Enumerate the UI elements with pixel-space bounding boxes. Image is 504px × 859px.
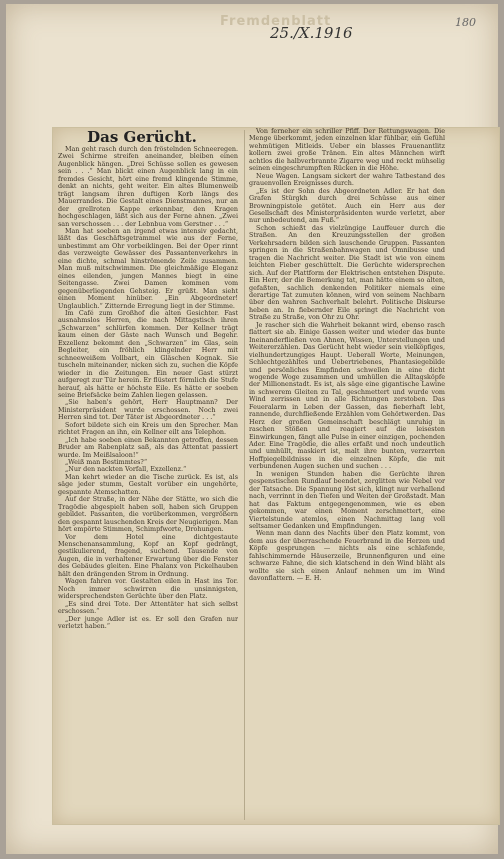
paragraph: Schon schießt das vielzüngige Lauffeuer durch die Straßen. An den Kreuzungsstellen der großen Verkehrsadern bilden sich lauschende Gruppen. Passanten springen in die Straßenbahnwagen und Omnibusse und tragen die Nachricht weiter. Die Stadt ist wie von einem leichten Fieber geschüttelt. Die Gerüchte widersprechen sich. Auf der Plattform der Elektrischen entstehen Dispute. Ein Herr, der die Bemerkung tat, man hätte einem so alten, gefaßten, sachlich denkenden Politiker niemals eine derartige Tat zumuten können, wird von seinem Nachbarn über den wahren Sachverhalt belehrt. Politische Diskurse heben an. In fiebernder Eile springt die Nachricht von Straße zu Straße, von Ohr zu Ohr. [249, 223, 445, 322]
article-left-column [58, 146, 238, 821]
paragraph: Je rascher sich die Wahrheit bekannt wird, ebenso rasch flattert sie ab. Einige Gassen weiter und wieder das bunte Ineinanderfließen von Ahnen, Wissen, Unterstellungen und Weitererzählen. Das Gerücht hebt wieder sein vielköpfiges, vielhundertzungiges Haupt. Ueberall Worte, Meinungen, Schlechtgezähltes und Uebertriebenes, Phantasiegebilde und persönliches Empfinden schwellen in eine dicht wogende Woge zusammen und umhüllen die Alltagsköpfe der Millionenstadt. Es ist, als säge eine gigantische Lawine in schwerem Gleiten zu Tal, geschmettert und wurde vom Wind zerrissen und in alle Richtungen zerstoben. Das Feueralarm in Leben der Gassen, das fieberhaft lebt, rannende, durchfließende Erzählen vom Gehörtwerden. Das Herz der großen Gemeinschaft beschlägt unruhig in raschen Stößen und reagiert auf die leisesten Einwirkungen, fängt alle Pulse in einer einzigen, pochenden Ader. Eine Tragödie, die alles erfaßt und noch undeutlich und umhüllt, maskiert ist, malt ihre bunten, verzerrten Hoffpiegelbildnisse in die einzelnen Köpfe, die mit verbundenen Augen suchen und suchen . . . [249, 320, 445, 471]
paragraph: „Es ist der Sohn des Abgeordneten Adler. Er hat den Grafen Stürgkh durch drei Schüsse aus einer Browningpistole getötet. Auch ein Herr aus der Gesellschaft des Ministerpräsidenten wurde verletzt, aber nur unbedeutend, am Fuß.“ [249, 186, 445, 225]
paragraph: Man geht rasch durch den fröstelnden Schneeregen. Zwei Schirme streifen aneinander, bleiben einen Augenblick hängen. „Drei Schüsse sollen es gewesen sein . . .“ Man blickt einen Augenblick lang in ein fremdes Gesicht, hört eine fremd klingende Stimme, denkt an nichts, geht weiter. Ein altes Blumenweib trägt langsam ihren duftigen Korb längs des Mauerrandes. Die Gestalt eines Dienstmannes, nur an der grellroten Kappe erkennbar, den Kragen hochgeschlagen, läßt sich aus der Ferne ahnen. „Zwei san verschossen . . . der Lebnbua vom Gerstner . . .“ [58, 146, 238, 228]
column-divider [244, 130, 245, 820]
paragraph: Man hat soeben an irgend etwas intensiv gedacht, läßt das Geschäftsgetrammel wie aus der Ferne, unbestimmt am Ohr vorbeiklingen. Bei der Oper rinnt das verzweigte Gewässer des Passantenverkehrs in eine dichte, schmal hinströmende Zeile zusammen. Man muß mitschwimmen. Die gleichmäßige Eleganz eines eilenden, jungen Mannes biegt in eine Seitengasse. Zwei Damen kommen vom gegenüberliegenden Gehsteig. Er grüßt. Man sieht einen Moment hinüber. „Ein Abgeordneter! Unglaublich.“ Zitternde Erregung liegt in der Stimme. [58, 226, 238, 310]
article-title: Das Gerücht. [87, 128, 197, 146]
paragraph: „Weiß man Bestimmtes?“ [65, 458, 148, 467]
paragraph: Von ferneher ein schriller Pfiff. Der Rettungswagen. Die Menge überkommt, jeden einzelnen klar fühlbar, ein Gefühl wehmütigen Mitleids. Ueber ein blasses Frauenantlitz kollern zwei große Tränen. Ein altes Männchen wirft achtlos die halbverbrannte Zigarre weg und reckt mühselig seinen eingeschrumpften Rücken in die Höhe. [249, 128, 445, 173]
paragraph: „Es sind drei Tote. Der Attentäter hat sich selbst erschossen.“ [58, 599, 238, 616]
paragraph: In wenigen Stunden haben die Gerüchte ihren gespenstischen Rundlauf beendet, zerglitten wie Nebel vor der Tatsache. Die Spannung löst sich, klingt nur verhallend nach, verrinnt in den Tiefen und Weiten der Großstadt. Man hat das Faktum entgegengenommen, wie es eben gekommen, war einen Moment zerschmettert, eine Viertelstunde atemlos, einen Nachmittag lang voll seltsamer Gedanken und Empfindungen. [249, 469, 445, 531]
paragraph: Man kehrt wieder an die Tische zurück. Es ist, als säge jeder stumm, Gestalt vorüber ein ungehörte, gespannte Atemschatten. [58, 472, 238, 496]
paragraph: Neue Wagen. Langsam sickert der wahre Tatbestand des grauenvollen Ereignisses durch. [249, 171, 445, 188]
archive-number: 180 [455, 16, 476, 29]
paragraph: „Nur den nackten Vorfall, Exzellenz.“ [65, 465, 187, 474]
paragraph: Im Café zum Großhof die alten Gesichter. Fast ausnahmslos Herren, die nach Mittagstisch ihren „Schwarzen“ schlürfen kommen. Der Kellner trägt kaum einen der Gäste nach Wunsch und Begehr. Exzellenz bekommt den „Schwarzen“ im Glas, sein Begleiter, ein fröhlich klingelnder Herr mit schneeweißem Vollbart, ein Gläschen Kognak. Sie tuscheln miteinander, nicken sich zu, suchen die Köpfe wieder in die Zeitungen. Ein neuer Gast stürzt aufgeregt zur Tür herein. Er flüstert förmlich die Stufe herauf, als hätte er höchste Eile. Es hätte er soeben seine Briefsäcke beim Zahlen liegen gelassen. [58, 308, 238, 399]
article-right-column [249, 128, 445, 693]
newspaper-stamp: Fremdenblatt [220, 14, 332, 29]
paragraph: „Der junge Adler ist es. Er soll den Grafen nur verletzt haben.“ [58, 614, 238, 630]
paragraph: Vor dem Hotel eine dichtgestaute Menschenansammlung, Kopf an Kopf gedrängt, gestikulierend, fragend, suchend. Tausende von Augen, die in verhaltener Erwartung über die Fenster des Gebäudes gleiten. Eine Phalanx von Pickelhauben hält den drängenden Strom in Ordnung. [58, 532, 238, 578]
paragraph: Wagen fahren vor. Gestalten eilen in Hast ins Tor. Noch immer schwirren die unsinnigsten, widersprechendsten Gerüchte über den Platz. [58, 577, 238, 601]
paragraph: Sofort bildete sich ein Kreis um den Sprecher. Man richtet Fragen an ihn, ein Kellner eilt ans Telephon. [58, 420, 238, 437]
paragraph: „Sie haben's gehört, Herr Hauptmann? Der Ministerpräsident wurde erschossen. Noch zwei Herren sind tot. Der Täter ist Abgeordneter . . .“ [58, 398, 238, 422]
paragraph: Auf der Straße, in der Nähe der Stätte, wo sich die Tragödie abgespielt haben soll, haben sich Gruppen gebildet. Passanten, die vorüberkommen, vergrößern den gespannt lauschenden Kreis der Neugierigen. Man hört empörte Stimmen, Schimpfworte, Drohungen. [58, 495, 238, 534]
handwritten-date: 25./X.1916 [270, 24, 353, 42]
paragraph: Wenn man dann des Nachts über den Platz kommt, von dem aus der überraschende Feuerbrand in die Herzen und Köpfe gesprungen — nichts als eine schlafende, fahlschimmernde Häuserzeile, Brunnenfiguren und eine schwarze Fahne, die sich klatschend in den Wind bläht als wollte sie sich einen Anlauf nehmen um im Wind davonflattern. — E. H. [249, 529, 445, 583]
paragraph: „Ich habe soeben einen Bekannten getroffen, dessen Bruder am Rabenplatz saß, als das Attentat passiert wurde. Im Meißlsaloon!“ [58, 435, 238, 459]
